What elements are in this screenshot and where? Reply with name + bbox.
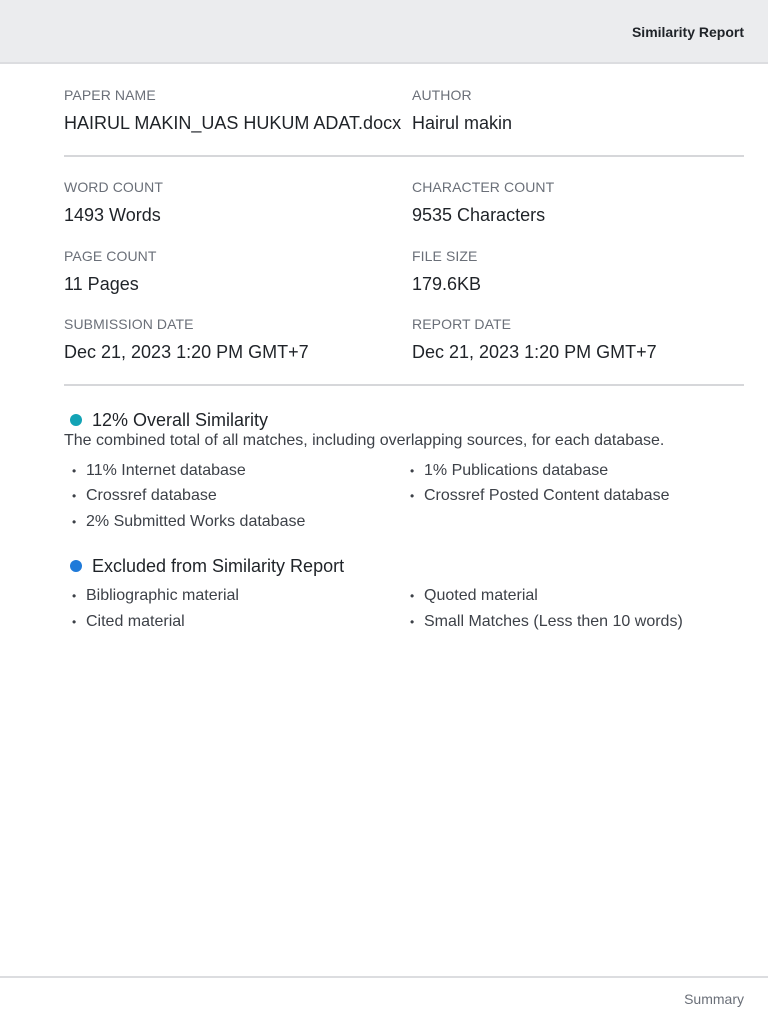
bullet-icon: • [72, 515, 77, 529]
author-label: AUTHOR [412, 87, 472, 103]
bullet-icon: • [410, 464, 415, 478]
report-date-label: REPORT DATE [412, 316, 512, 332]
bullet-icon: • [410, 589, 415, 603]
submission-date-value: Dec 21, 2023 1:20 PM GMT+7 [64, 342, 309, 362]
page-count-field [64, 248, 404, 295]
word-count-value: 1493 Words [64, 205, 161, 225]
similarity-list-item: • Crossref database [64, 486, 217, 506]
excluded-dot-icon [70, 560, 82, 572]
bullet-icon: • [410, 615, 415, 629]
submission-date-label: SUBMISSION DATE [64, 316, 194, 332]
excluded-list-item: • Cited material [64, 612, 185, 632]
report-header [0, 0, 768, 64]
similarity-description: The combined total of all matches, including overlapping sources, for each database. [64, 432, 665, 449]
similarity-dot-icon [70, 414, 82, 426]
author-field [412, 87, 752, 134]
bullet-icon: • [72, 615, 77, 629]
excluded-title: Excluded from Similarity Report [92, 556, 345, 576]
excluded-list-item: • Quoted material [402, 586, 538, 606]
page-count-label: PAGE COUNT [64, 248, 157, 264]
file-size-field [412, 248, 752, 295]
report-title: Similarity Report [631, 24, 744, 40]
word-count-label: WORD COUNT [64, 179, 163, 195]
similarity-list-item: • Crossref Posted Content database [402, 486, 669, 506]
footer-divider [0, 976, 768, 978]
report-date-value: Dec 21, 2023 1:20 PM GMT+7 [412, 342, 657, 362]
similarity-list-item: • 11% Internet database [64, 461, 246, 481]
submission-date-field [64, 316, 404, 363]
page-count-value: 11 Pages [64, 274, 139, 294]
word-count-field [64, 179, 404, 226]
report-date-field [412, 316, 752, 363]
paper-name-label: PAPER NAME [64, 87, 156, 103]
excluded-list-item: • Small Matches (Less then 10 words) [402, 612, 683, 632]
paper-name-value: HAIRUL MAKIN_UAS HUKUM ADAT.docx [64, 113, 402, 133]
bullet-icon: • [410, 489, 415, 503]
file-size-label: FILE SIZE [412, 248, 478, 264]
paper-name-field [64, 87, 404, 134]
excluded-list-item: • Bibliographic material [64, 586, 239, 606]
divider [64, 155, 744, 157]
bullet-icon: • [72, 589, 77, 603]
similarity-heading [70, 409, 268, 431]
divider [64, 384, 744, 386]
character-count-field [412, 179, 752, 226]
bullet-icon: • [72, 489, 77, 503]
character-count-label: CHARACTER COUNT [412, 179, 555, 195]
excluded-heading [70, 555, 344, 577]
character-count-value: 9535 Characters [412, 205, 546, 225]
author-value: Hairul makin [412, 113, 513, 133]
similarity-title: 12% Overall Similarity [92, 410, 269, 430]
similarity-list-item: • 2% Submitted Works database [64, 512, 305, 532]
footer-summary-label: Summary [684, 991, 744, 1007]
bullet-icon: • [72, 464, 77, 478]
similarity-list-item: • 1% Publications database [402, 461, 608, 481]
file-size-value: 179.6KB [412, 274, 482, 294]
